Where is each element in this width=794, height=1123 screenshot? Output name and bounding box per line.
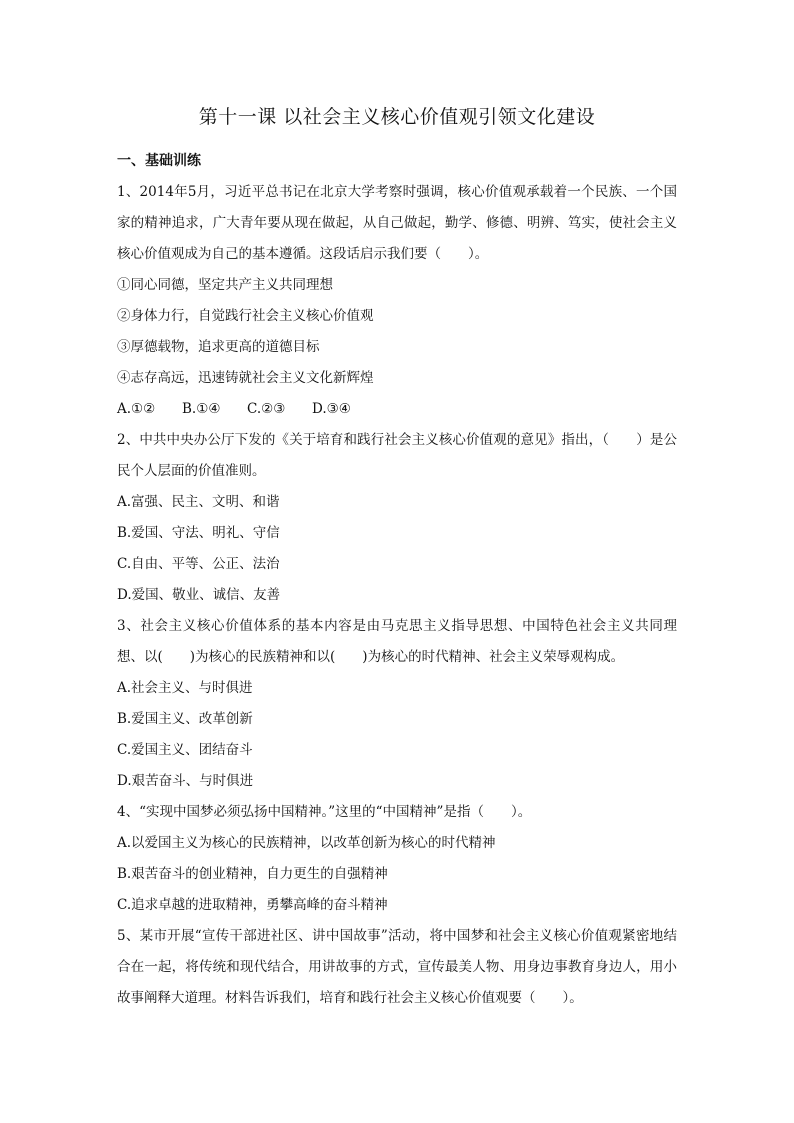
option-c: C.自由、平等、公正、法治	[117, 556, 280, 572]
statement-item: ④志存高远，迅速铸就社会主义文化新辉煌	[117, 370, 374, 386]
option-b: B.爱国、守法、明礼、守信	[117, 525, 280, 541]
option-b: B.①④	[182, 401, 221, 417]
question-stem: 5、某市开展“宣传干部进社区、讲中国故事”活动，将中国梦和社会主义核心价值观紧密地结合在一起，将传统和现代结合，用讲故事的方式，宣传最美人物、用身边事教育身边人，用小故事阐释大道理。材料告诉我们，培育和践行社会主义核心价值观要（ ）。	[117, 928, 677, 1006]
statement-item: ①同心同德，坚定共产主义共同理想	[117, 277, 333, 293]
question-5	[117, 921, 677, 1014]
option-row	[117, 394, 677, 425]
question-stem: 1、2014年5月，习近平总书记在北京大学考察时强调，核心价值观承载着一个民族、一个国家的精神追求，广大青年要从现在做起，从自己做起，勤学、修德、明辨、笃实，使社会主义核心价值观成为自己的基本遵循。这段话启示我们要（ ）。	[117, 184, 677, 262]
question-1	[117, 177, 677, 425]
option-c: C.爱国主义、团结奋斗	[117, 742, 253, 758]
question-stem: 4、“实现中国梦必须弘扬中国精神。”这里的“中国精神”是指（ ）。	[117, 804, 532, 820]
question-stem: 2、中共中央办公厅下发的《关于培育和践行社会主义核心价值观的意见》指出，（ ）是公民个人层面的价值准则。	[117, 432, 677, 479]
option-d: D.艰苦奋斗、与时俱进	[117, 773, 254, 789]
option-a: A.①②	[117, 401, 156, 417]
option-c: C.追求卓越的进取精神，勇攀高峰的奋斗精神	[117, 897, 388, 913]
option-a: A.富强、民主、文明、和谐	[117, 494, 280, 510]
option-d: D.爱国、敬业、诚信、友善	[117, 587, 281, 603]
question-stem: 3、社会主义核心价值体系的基本内容是由马克思主义指导思想、中国特色社会主义共同理想、以( )为核心的民族精神和以( )为核心的时代精神、社会主义荣辱观构成。	[117, 618, 677, 665]
option-c: C.②③	[247, 401, 286, 417]
statement-item: ②身体力行，自觉践行社会主义核心价值观	[117, 308, 374, 324]
document-body	[117, 146, 677, 1014]
option-a: A.社会主义、与时俱进	[117, 680, 253, 696]
question-4	[117, 797, 677, 921]
question-3	[117, 611, 677, 797]
option-d: D.③④	[312, 401, 351, 417]
option-b: B.艰苦奋斗的创业精神，自力更生的自强精神	[117, 866, 388, 882]
option-a: A.以爱国主义为核心的民族精神，以改革创新为核心的时代精神	[117, 835, 496, 851]
statement-item: ③厚德载物，追求更高的道德目标	[117, 339, 320, 355]
section-heading: 一、基础训练	[117, 153, 201, 169]
page-title: 第十一课 以社会主义核心价值观引领文化建设	[198, 106, 596, 128]
question-2	[117, 425, 677, 611]
option-b: B.爱国主义、改革创新	[117, 711, 253, 727]
